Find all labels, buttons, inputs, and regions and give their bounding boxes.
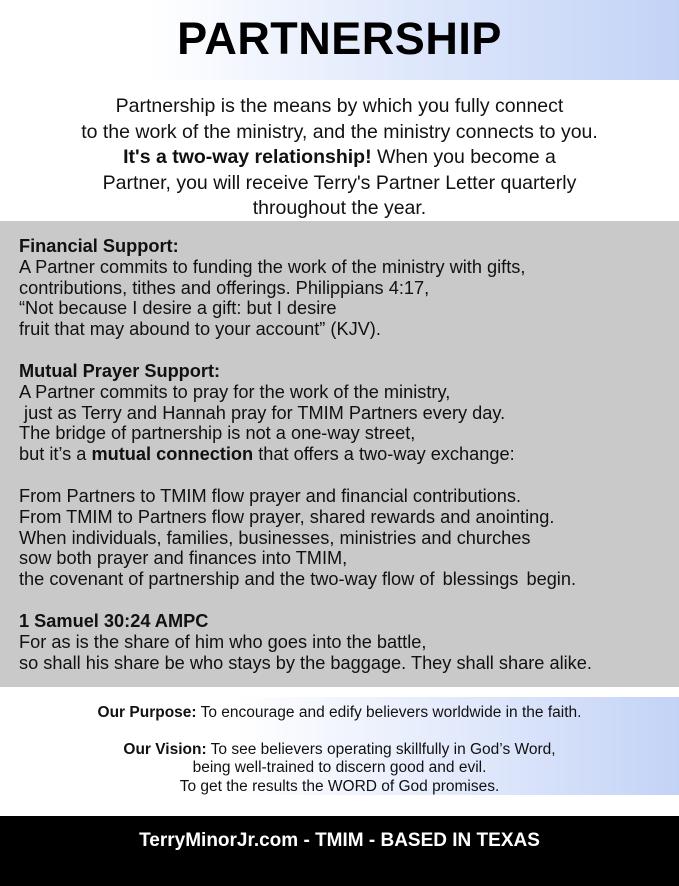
intro-paragraph [0,94,679,222]
purpose-text: To encourage and edify believers worldwide in the faith. [196,704,582,721]
section-line: sow both prayer and finances into TMIM, [19,548,348,569]
intro-line: Partnership is the means by which you fully connect [115,95,564,117]
section-line: contributions, tithes and offerings. Philippians 4:17, [19,277,430,298]
section-line [19,444,669,465]
vision-line: being well-trained to discern good and evil. [192,759,487,777]
line-end: that offers a two-way exchange: [253,444,515,465]
vision-label: Our Vision: [123,741,207,758]
section-line: From Partners to TMIM flow prayer and financial contributions. [19,486,522,506]
footer-website-text: TerryMinorJr.com - TMIM - BASED IN TEXAS [139,830,540,851]
section-line: A Partner commits to pray for the work of the ministry, [19,381,451,402]
section-heading: 1 Samuel 30:24 AMPC [19,611,209,631]
section-line: “Not because I desire a gift: but I desire [19,298,337,319]
section-line: The bridge of partnership is not a one-way street, [19,423,416,444]
vision-text: To see believers operating skillfully in God’s Word, [206,741,556,758]
purpose-line [0,704,679,723]
section-line: so shall his share be who stays by the baggage. They shall share alike. [19,652,592,673]
mutual-prayer-section [19,361,669,465]
section-line: From TMIM to Partners flow prayer, shared rewards and anointing. [19,506,555,527]
vision-line [0,741,679,759]
partnership-flow-section [19,486,669,590]
section-line: A Partner commits to funding the work of the ministry with gifts, [19,256,526,277]
section-line: For as is the share of him who goes into the battle, [19,631,427,652]
intro-line: throughout the year. [252,197,427,219]
section-heading: Financial Support: [19,236,179,256]
section-heading: Mutual Prayer Support: [19,361,221,381]
intro-line: Partner, you will receive Terry's Partner Letter quarterly [102,171,577,194]
mutual-connection-emphasis: mutual connection [91,444,254,465]
section-line: When individuals, families, businesses, ministries and churches [19,527,531,548]
line-start: the covenant of partnership and the two-way flow of [19,569,440,590]
blessings-word: blessings [442,569,519,590]
vision-statement [0,741,679,796]
section-line: fruit that may abound to your account” (KJV). [19,319,381,340]
line-end: begin. [521,569,577,590]
section-line: just as Terry and Hannah pray for TMIM Partners every day. [19,402,506,423]
intro-line-rest: When you become a [371,146,556,168]
page-title: PARTNERSHIP [177,13,502,64]
section-line [19,569,669,590]
vision-line: To get the results the WORD of God promises. [179,777,500,795]
intro-line: to the work of the ministry, and the ministry connects to you. [81,120,598,143]
line-start: but it’s a [19,444,92,465]
intro-line [0,145,679,171]
purpose-label: Our Purpose: [97,704,197,721]
purpose-statement [0,704,679,723]
samuel-verse-section [19,611,669,673]
intro-emphasis: It's a two-way relationship! [123,146,372,168]
financial-support-section [19,236,669,340]
